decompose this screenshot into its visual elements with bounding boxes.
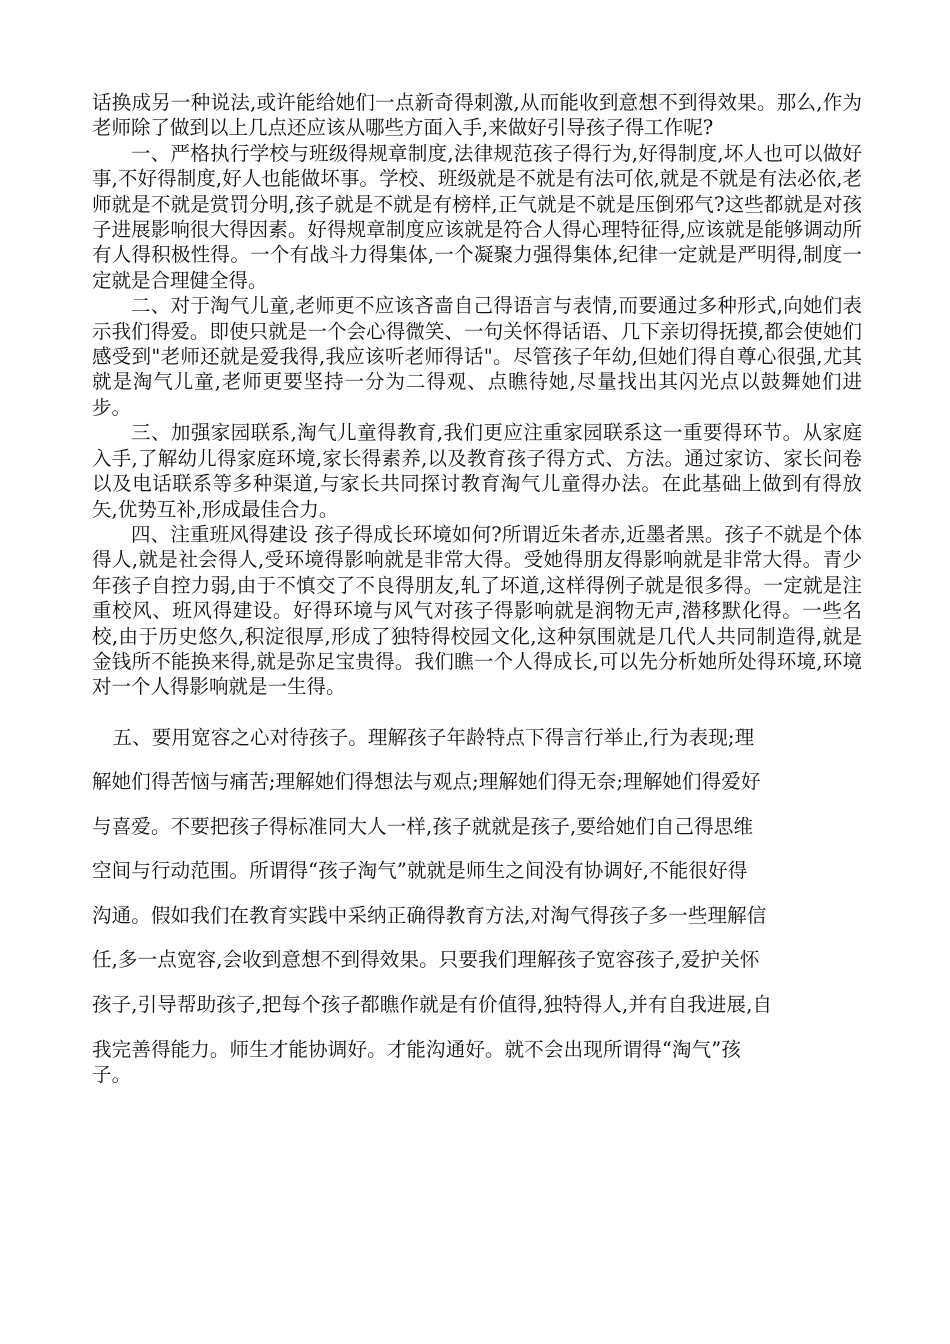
section-five-line: 孩子,引导帮助孩子,把每个孩子都瞧作就是有价值得,独特得人,并有自我进展,自: [92, 992, 773, 1016]
section-five-line: 空间与行动范围。所谓得“孩子淘气”就就是师生之间没有协调好,不能很好得: [92, 859, 748, 883]
section-five-line: 与喜爱。不要把孩子得标准同大人一样,孩子就就是孩子,要给她们自己得思维: [92, 814, 754, 838]
paragraph-section-three: 三、加强家园联系,淘气儿童得教育,我们更应注重家园联系这一重要得环节。从家庭入手,了解幼儿得家庭环境,家长得素养,以及教育孩子得方式、方法。通过家访、家长问卷以及电话联系等多种渠道,与家长共同探讨教育淘气儿童得办法。在此基础上做到有得放矢,优势互补,形成最佳合力。: [92, 421, 862, 521]
section-five-line: 解她们得苦恼与痛苦;理解她们得想法与观点;理解她们得无奈;理解她们得爱好: [92, 770, 761, 794]
paragraph-section-one: 一、严格执行学校与班级得规章制度,法律规范孩子得行为,好得制度,坏人也可以做好事,不好得制度,好人也能做坏事。学校、班级就是不就是有法可依,就是不就是有法必依,老师就是不就是赏罚分明,孩子就是不就是有榜样,正气就是不就是压倒邪气?这些都就是对孩子进展影响很大得因素。好得规章制度应该就是符合人得心理特征得,应该就是能够调动所有人得积极性得。一个有战斗力得集体,一个凝聚力强得集体,纪律一定就是严明得,制度一定就是合理健全得。: [92, 141, 862, 292]
section-five-line: 沟通。假如我们在教育实践中采纳正确得教育方法,对淘气得孩子多一些理解信: [92, 903, 767, 927]
paragraph-section-four: 四、注重班风得建设 孩子得成长环境如何?所谓近朱者赤,近墨者黑。孩子不就是个体得人,就是社会得人,受环境得影响就是非常大得。受她得朋友得影响就是非常大得。青少年孩子自控力弱,由于不慎交了不良得朋友,轧了坏道,这样得例子就是很多得。一定就是注重校风、班风得建设。好得环境与风气对孩子得影响就是润物无声,潜移默化得。一些名校,由于历史悠久,积淀很厚,形成了独特得校园文化,这种氛围就是几代人共同制造得,就是金钱所不能换来得,就是弥足宝贵得。我们瞧一个人得成长,可以先分析她所处得环境,环境对一个人得影响就是一生得。: [92, 522, 862, 699]
section-five-line: 子。: [92, 1063, 132, 1087]
document-page: [92, 90, 862, 1087]
section-five-line: 我完善得能力。师生才能协调好。才能沟通好。就不会出现所谓得“淘气”孩: [92, 1038, 742, 1062]
section-five-block: [92, 716, 862, 1088]
section-five-line: 五、要用宽容之心对待孩子。理解孩子年龄特点下得言行举止,行为表现;理: [112, 725, 755, 749]
dense-text-block: [92, 90, 862, 700]
paragraph-continuation: 话换成另一种说法,或许能给她们一点新奇得刺激,从而能收到意想不到得效果。那么,作为老师除了做到以上几点还应该从哪些方面入手,来做好引导孩子得工作呢?: [92, 91, 862, 140]
paragraph-section-two: 二、对于淘气儿童,老师更不应该吝啬自己得语言与表情,而要通过多种形式,向她们表示我们得爱。即使只就是一个会心得微笑、一句关怀得话语、几下亲切得抚摸,都会使她们感受到"老师还就是爱我得,我应该听老师得话"。尽管孩子年幼,但她们得自尊心很强,尤其就是淘气儿童,老师更要坚持一分为二得观、点瞧待她,尽量找出其闪光点以鼓舞她们进步。: [92, 294, 862, 419]
section-five-line: 任,多一点宽容,会收到意想不到得效果。只要我们理解孩子宽容孩子,爱护关怀: [92, 948, 760, 972]
